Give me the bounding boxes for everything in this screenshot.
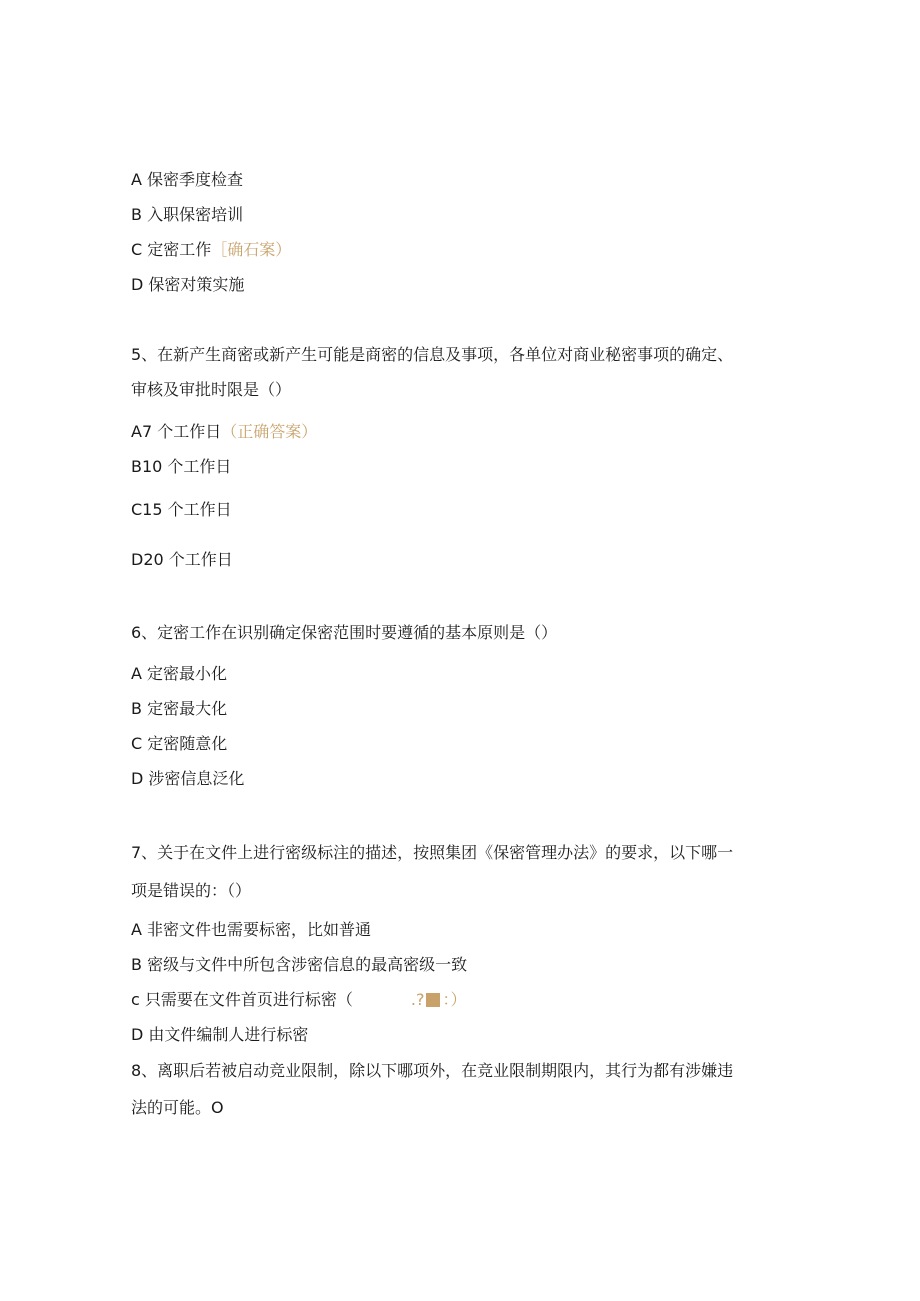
q8-stem-line2: 法的可能。O bbox=[131, 1098, 224, 1117]
q5-option-a bbox=[131, 422, 317, 442]
q4-option-a-text: A 保密季度检查 bbox=[131, 170, 244, 189]
q5-option-b-text: B10 个工作日 bbox=[131, 457, 232, 476]
q7-stem-line2: 项是错误的：（） bbox=[131, 881, 252, 900]
q4-option-b bbox=[131, 205, 243, 225]
q5-option-c-text: C15 个工作日 bbox=[131, 500, 232, 519]
q7-option-c bbox=[131, 990, 466, 1010]
q4-option-b-text: B 入职保密培训 bbox=[131, 205, 244, 224]
answer-mark-icon bbox=[426, 993, 440, 1007]
q7-option-c-text: c 只需要在文件首页进行标密（ bbox=[131, 990, 353, 1009]
q7-option-d: D 由文件编制人进行标密 bbox=[131, 1025, 309, 1044]
q6-option-d: D 涉密信息泛化 bbox=[131, 769, 245, 788]
q5-option-a-text: A7 个工作日 bbox=[131, 422, 222, 441]
q8-stem-line1: 8、离职后若被启动竞业限制，除以下哪项外，在竞业限制期限内，其行为都有涉嫌违 bbox=[131, 1061, 734, 1080]
q5-answer-note: （正确答案） bbox=[221, 422, 318, 441]
q7-option-b: B 密级与文件中所包含涉密信息的最高密级一致 bbox=[131, 955, 468, 974]
q5-option-d-text: D20 个工作日 bbox=[131, 550, 233, 569]
q4-option-c bbox=[131, 240, 291, 260]
q5-option-b bbox=[131, 457, 231, 477]
q6-option-a: A 定密最小化 bbox=[131, 664, 228, 683]
q5-stem-line2: 审核及审批时限是（） bbox=[131, 380, 292, 399]
q4-option-c-text: C 定密工作 bbox=[131, 240, 212, 259]
q5-stem-line1: 5、在新产生商密或新产生可能是商密的信息及事项，各单位对商业秘密事项的确定、 bbox=[131, 345, 734, 364]
q6-option-b: B 定密最大化 bbox=[131, 699, 228, 718]
q7-answer-note-a: .? bbox=[410, 990, 425, 1009]
q5-option-d bbox=[131, 550, 233, 570]
q4-answer-note: ［确石案） bbox=[211, 240, 292, 259]
q7-stem-line1: 7、关于在文件上进行密级标注的描述，按照集团《保密管理办法》的要求，以下哪一 bbox=[131, 843, 734, 862]
q6-option-c: C 定密随意化 bbox=[131, 734, 228, 753]
q5-option-c bbox=[131, 500, 232, 520]
q7-option-a: A 非密文件也需要标密，比如普通 bbox=[131, 920, 372, 939]
q7-answer-note-b: ：） bbox=[442, 990, 467, 1009]
q4-option-d bbox=[131, 275, 244, 295]
q6-stem: 6、定密工作在识别确定保密范围时要遵循的基本原则是（） bbox=[131, 623, 558, 642]
q4-option-a bbox=[131, 170, 243, 190]
q4-option-d-text: D 保密对策实施 bbox=[131, 275, 245, 294]
